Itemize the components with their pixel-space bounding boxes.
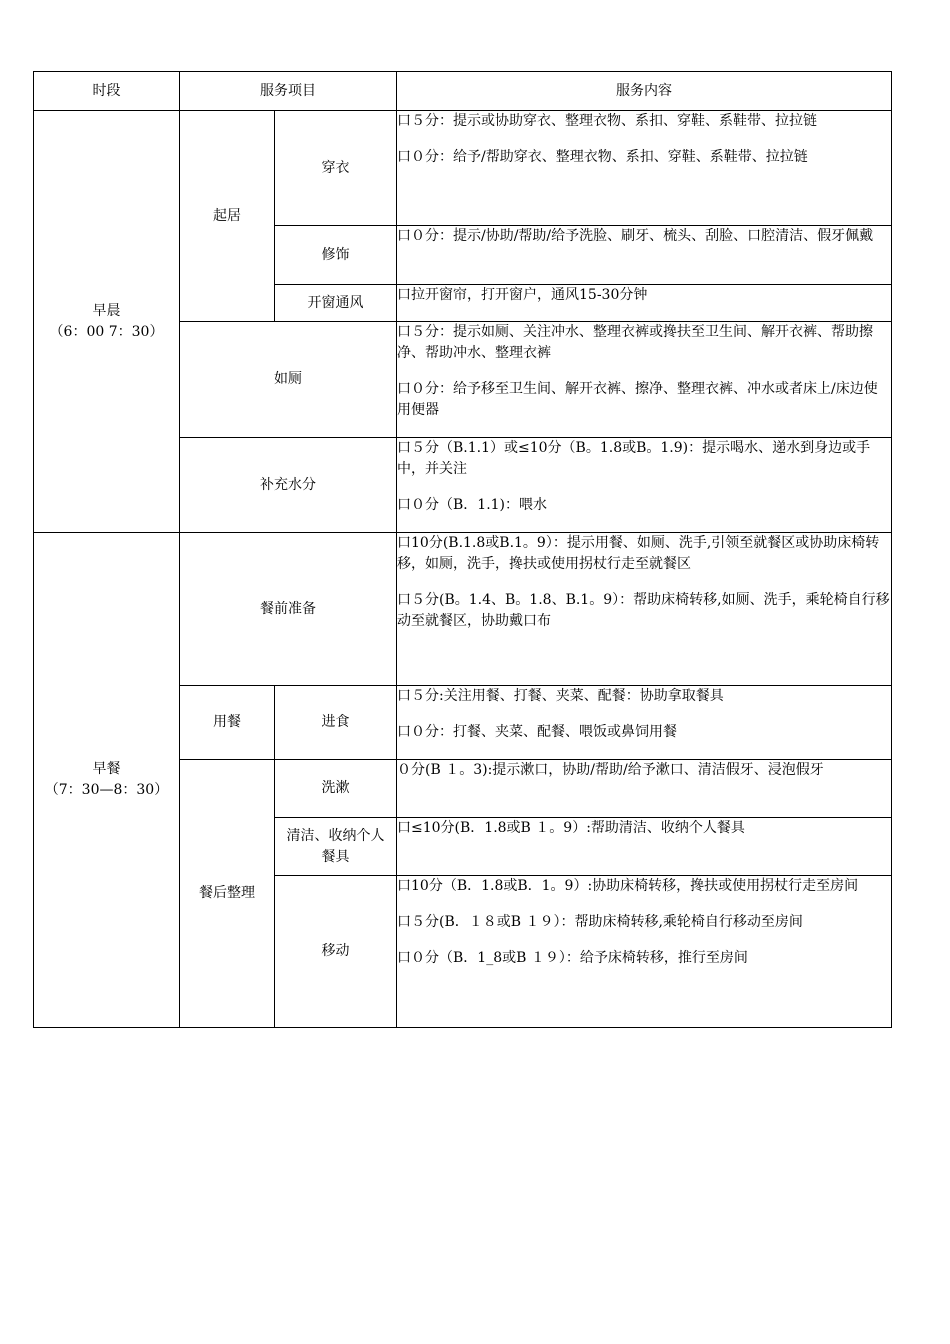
content-groom: 口０分：提示/协助/帮助/给予洗脸、刷牙、梳头、刮脸、口腔清洁、假牙佩戴 (397, 226, 892, 285)
item-rise: 起居 (180, 111, 275, 322)
item-meal: 用餐 (180, 686, 275, 760)
content-water: 口５分（B.1.1）或≤10分（B。1.8或B。1.9)：提示喝水、递水到身边或手中，并关注 口０分（B．1.1)：喂水 (397, 438, 892, 533)
content-prep: 口10分(B.1.8或B.1。9）：提示用餐、如厕、洗手,引领至就餐区或协助床椅转移，如厕，洗手，搀扶或使用拐杖行走至就餐区 口５分(B。1.4、B。1.8、B.1。9）：帮助床椅转移,如厕、洗手，乘轮椅自行移动至就餐区，协助戴口布 (397, 533, 892, 686)
item-dress: 穿衣 (275, 111, 397, 226)
period-breakfast: 早餐 （7：30—8：30） (34, 533, 180, 1028)
item-after-meal: 餐后整理 (180, 760, 275, 1028)
content-toilet: 口５分：提示如厕、关注冲水、整理衣裤或搀扶至卫生间、解开衣裤、帮助擦净、帮助冲水、整理衣裤 口０分：给予移至卫生间、解开衣裤、擦净、整理衣裤、冲水或者床上/床边使用便器 (397, 322, 892, 438)
period-morning: 早晨 （6：00 7：30） (34, 111, 180, 533)
service-table (33, 71, 892, 1028)
item-water: 补充水分 (180, 438, 397, 533)
item-toilet: 如厕 (180, 322, 397, 438)
item-clean-utensils: 清洁、收纳个人 餐具 (275, 818, 397, 876)
content-dress: 口５分：提示或协助穿衣、整理衣物、系扣、穿鞋、系鞋带、拉拉链 口０分：给予/帮助穿衣、整理衣物、系扣、穿鞋、系鞋带、拉拉链 (397, 111, 892, 226)
table-row (34, 533, 892, 686)
content-clean-utensils: 口≤10分(B．1.8或B １。9）:帮助清洁、收纳个人餐具 (397, 818, 892, 876)
header-period: 时段 (34, 72, 180, 111)
header-item: 服务项目 (180, 72, 397, 111)
item-move: 移动 (275, 876, 397, 1028)
item-ventilation: 开窗通风 (275, 285, 397, 322)
content-eat: 口５分:关注用餐、打餐、夹菜、配餐：协助拿取餐具 口０分：打餐、夹菜、配餐、喂饭或鼻饲用餐 (397, 686, 892, 760)
table-row (34, 111, 892, 226)
header-row (34, 72, 892, 111)
item-eat: 进食 (275, 686, 397, 760)
item-prep: 餐前准备 (180, 533, 397, 686)
content-move: 口10分（B．1.8或B．1。9）:协助床椅转移，搀扶或使用拐杖行走至房间 口５分(B．１８或B １９）：帮助床椅转移,乘轮椅自行移动至房间 口０分（B．1_8或B １９）：给予床椅转移，推行至房间 (397, 876, 892, 1028)
item-rinse: 洗漱 (275, 760, 397, 818)
header-content: 服务内容 (397, 72, 892, 111)
item-groom: 修饰 (275, 226, 397, 285)
content-ventilation: 口拉开窗帘，打开窗户，通风15-30分钟 (397, 285, 892, 322)
content-rinse: ０分(B １。3):提示漱口，协助/帮助/给予漱口、清洁假牙、浸泡假牙 (397, 760, 892, 818)
